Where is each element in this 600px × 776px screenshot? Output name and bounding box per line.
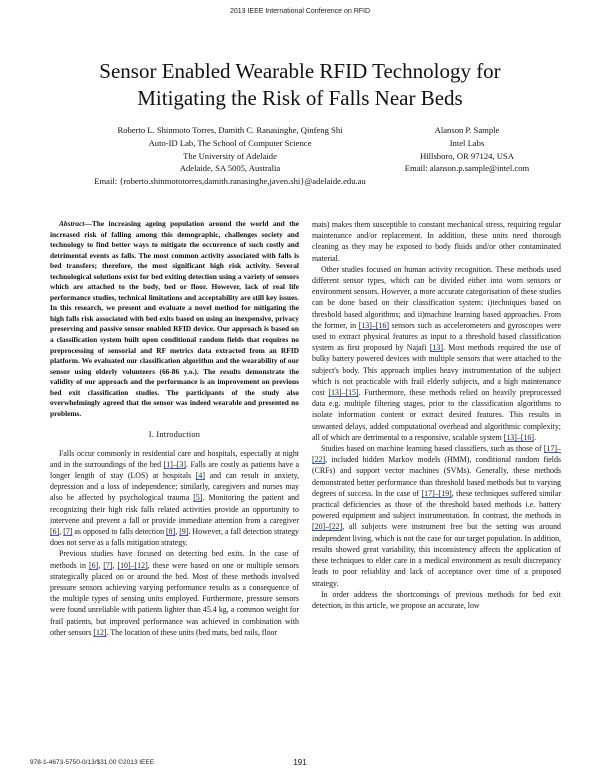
author-block-adelaide: [30, 124, 430, 188]
paragraph-text: ,: [98, 560, 104, 570]
intro-paragraph-1: [50, 448, 299, 549]
paragraph-text: as opposed to falls detection: [72, 527, 167, 537]
paragraph-text: . Most methods required the use of bulky battery powered devices with multiple sensors that were attached to the subject's body. This approach implies heavy instrumentation of the subject which is not practicable with frail elderly subjects, and a high maintenance cost: [312, 343, 561, 398]
paragraph-text: and can result in anxiety, depression and a loss of independence; similarly, caregivers and nurses may also be affected by psychological trauma: [50, 471, 300, 503]
citation-link[interactable]: [12]: [93, 627, 107, 637]
citation-link[interactable]: [7]: [63, 527, 73, 537]
paragraph-text: . Monitoring the patient and recognizing their high risk falls related activities provide an opportunity to intervene and prevent a fall or provide immediate attention from a caregiver: [50, 493, 299, 525]
citation-link[interactable]: [13]–[16]: [503, 432, 534, 442]
title-line-1: Sensor Enabled Wearable RFID Technology for: [99, 59, 501, 83]
author-block-intel: [392, 124, 542, 175]
citation-link[interactable]: [9]: [179, 527, 189, 537]
footer-isbn: 978-1-4673-5750-0/13/$31.00 ©2013 IEEE: [30, 759, 155, 766]
citation-link[interactable]: [7]: [103, 560, 113, 570]
citation-link[interactable]: [10]–[12]: [117, 560, 148, 570]
paragraph-text: Other studies focused on human activity recognition. These methods used different sensor types, which can be divided either into worn sensors or environment sensors. However, a more accurate categorisation of these studies can be done based on their classification system: i)techniques based on threshold based algorithms; and ii)machine learning based approaches. From the former, in: [312, 264, 561, 330]
author-names: Alanson P. Sample: [434, 125, 500, 135]
paragraph-text: Previous studies have focused on detecting bed exits. In the case of methods in: [50, 549, 299, 570]
paragraph-text: mats) makes them susceptible to constant mechanical stress, requiring regular maintenance and/or replacement. In addition, these units need thorough cleaning as they may be exposed to body fluids and/or other contaminated material.: [312, 220, 561, 263]
citation-link[interactable]: [4]: [195, 471, 205, 480]
citation-link[interactable]: [8]: [166, 527, 176, 537]
intro-paragraph-2-continued: [312, 219, 561, 264]
citation-link[interactable]: [5]: [193, 493, 203, 503]
citation-link[interactable]: [6]: [88, 560, 99, 570]
citation-link[interactable]: [13]–[16]: [358, 320, 389, 330]
paragraph-text: , all subjects were instrument free but the setting was around independent living, which is not the case for our target population. In addition, results showed great variability, this inconsistency affects the application of these techniques to elder care in a medical environment as result discrepancy leads to poor reliablity and lack of acceptance over time of a proposed strategy.: [312, 522, 561, 588]
conference-header: 2013 IEEE International Conference on RFID: [229, 8, 371, 15]
paper-title: [40, 58, 560, 112]
paragraph-text: Studies based on machine learning based classifiers, such as those of: [321, 444, 544, 454]
author-email: Email: {roberto.shinmototorres,damith.ranasinghe,javen.shi}@adelaide.edu.au: [94, 176, 366, 187]
citation-link[interactable]: [6]: [50, 527, 60, 537]
paragraph-text: sensors such as accelerometers and gyroscopes were used to extract physical features as input to a threshold based classification system as first proposed by Najafi: [312, 320, 561, 353]
abstract: [50, 219, 299, 419]
title-line-2: Mitigating the Risk of Falls Near Beds: [137, 86, 463, 110]
intro-paragraph-2: [50, 548, 299, 638]
intro-paragraph-4: [312, 443, 561, 589]
citation-link[interactable]: [17]–[19]: [421, 488, 452, 498]
paragraph-text: Falls occur commonly in residential care and hospitals, especially at night and in the surroundings of the bed: [50, 448, 299, 469]
right-column: [312, 219, 561, 611]
paragraph-text: . However, a fall detection strategy does not serve as a falls mitigation strategy.: [50, 527, 299, 548]
paragraph-text: . Falls are costly as patients have a longer length of stay (LOS) at hospitals: [50, 459, 299, 480]
intro-paragraph-3: [312, 264, 561, 443]
citation-link[interactable]: [17]–[22]: [312, 444, 561, 465]
citation-link[interactable]: [13]–[15]: [328, 388, 359, 398]
paragraph-text: , included hidden Markov models (HMM), conditional random fields (CRFs) and support vector machines (SVMs). Generally, these methods demonstrated better performance than threshold based methods but to varying degrees of success. In the case of: [312, 455, 561, 498]
paragraph-text: .: [533, 432, 536, 442]
citation-link[interactable]: [13]: [429, 343, 443, 353]
paragraph-text: ,: [112, 560, 118, 570]
paragraph-text: , these techniques suffered similar practical deficiencies as those of the threshold based methods i.e. battery powered equipment and subject instrumentation. In contrast, the methods in: [312, 488, 561, 521]
author-names: Roberto L. Shinmoto Torres, Damith C. Ranasinghe, Qinfeng Shi: [117, 125, 343, 135]
citation-link[interactable]: [20]–[22]: [312, 522, 343, 532]
author-affiliation: Auto-ID Lab, The School of Computer Science: [148, 137, 312, 148]
intro-paragraph-5: [312, 589, 561, 611]
paragraph-text: . Furthermore, these methods relied on heavily preprocessed data e.g. multiple filtering stages, prior to the classification algorithms to isolate information content or extract desired features. This results in unwanted delays, added computational overhead and algorithmic complexity; all of which are detrimental to a responsive, scalable system: [312, 388, 561, 442]
author-affiliation: Intel Labs: [449, 137, 485, 148]
left-column: [50, 219, 299, 638]
paragraph-text: , these were based on one or multiple sensors strategically placed on or around the bed. Most of these methods involved pressure sensors achieving varying performance results as a consequence of the multiple types of sensing units employed. Furthermore, pressure sensors were found unreliable with patients lighter than 45.4 kg, a common weight for frail patients, but improved performance was achieved in combination with other sensors: [50, 560, 299, 637]
section-heading-introduction: I. Introduction: [148, 430, 201, 440]
page-number: 191: [293, 758, 307, 767]
abstract-text: —The increasing ageing population around the world and the increased risk of falling among this demographic, challenges society and technology to find better ways to mitigate the occurrence of such costly and detrimental events as falls. The most common activity associated with falls is bed transfers; therefore, the most significant high risk activity. Several technological solutions exist for bed exiting detection using a variety of sensors which are attached to the body, bed or floor. However, lack of real life performance studies, technical limitations and acceptability are still key issues. In this research, we present and evaluate a novel method for mitigating the high falls risk associated with bed exits based on using an inexpensive, privacy preserving and passive sensor enabled RFID device. Our approach is based on a classification system built upon conditional random fields that requires no preprocessing of sensorial and RF metrics data extracted from an RFID platform. We evaluated our classification algorithm and the wearability of our sensor using elderly volunteers (66-86 y.o.). The results demonstrate the validity of our approach and the performance is an improvement on previous bed exit classification studies. The participants of the study also overwhelmingly agreed that the sensor was indeed wearable and presented no problems.: [50, 219, 299, 418]
paragraph-text: In order address the shortcomings of previous methods for bed exit detection, in this article, we propose an accurate, low: [312, 589, 561, 610]
author-email: Email: alanson.p.sample@intel.com: [404, 163, 530, 174]
paragraph-text: . The location of these units (bed mats, bed rails, floor: [106, 627, 278, 637]
author-address: Hillsboro, OR 97124, USA: [420, 150, 514, 161]
abstract-label: Abstract: [59, 219, 85, 228]
paragraph-text: ,: [59, 527, 64, 537]
author-address: Adelaide, SA 5005, Australia: [179, 163, 281, 174]
paragraph-text: ,: [175, 527, 180, 537]
citation-link[interactable]: [1]–[3]: [163, 459, 187, 469]
author-university: The University of Adelaide: [183, 150, 277, 161]
